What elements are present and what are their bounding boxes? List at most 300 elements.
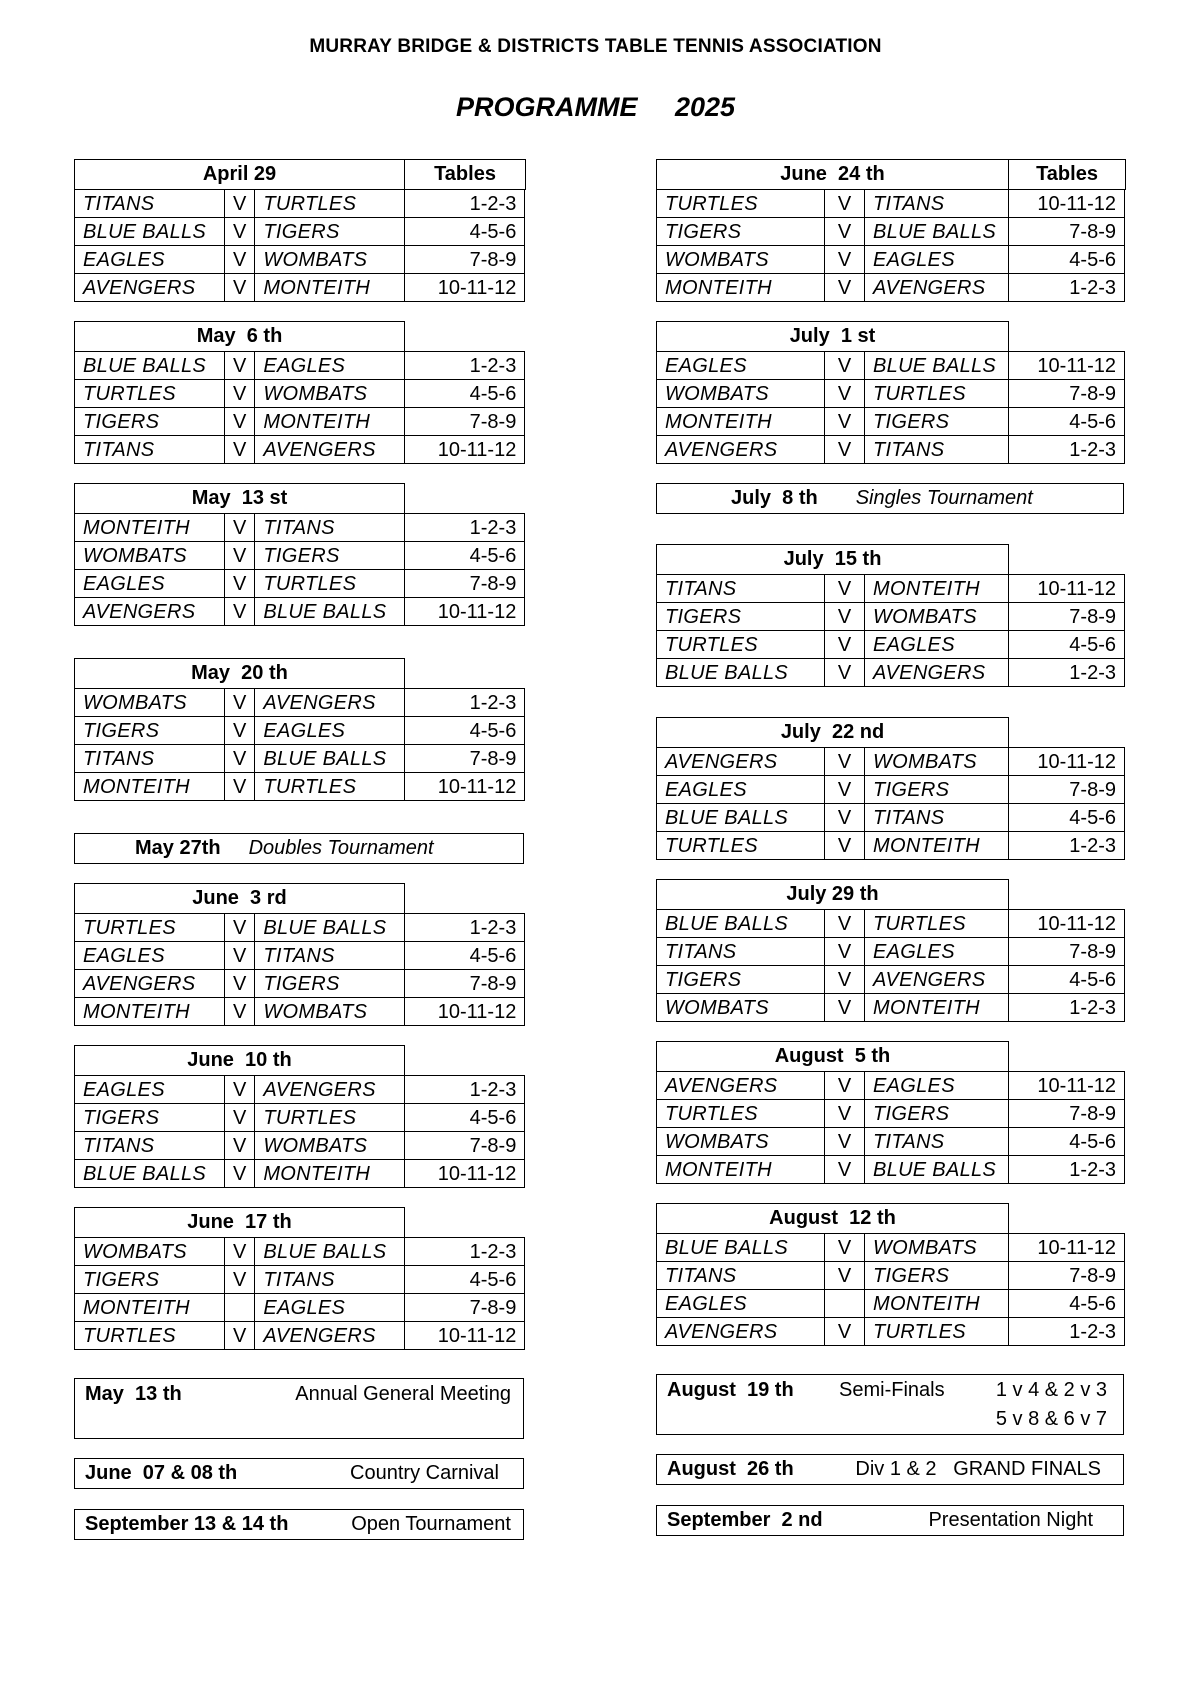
home-team: BLUE BALLS — [75, 352, 225, 380]
table-row — [657, 1100, 1125, 1128]
table-numbers: 7-8-9 — [405, 745, 525, 773]
home-team: TIGERS — [657, 966, 825, 994]
event-date: May 27th — [135, 837, 221, 859]
versus-mark: V — [225, 998, 255, 1026]
table-row — [75, 745, 525, 773]
table-row — [75, 542, 525, 570]
away-team: EAGLES — [865, 1072, 1009, 1100]
versus-mark: V — [225, 246, 255, 274]
home-team: TURTLES — [657, 190, 825, 218]
left-column — [74, 159, 526, 1540]
away-team: TIGERS — [865, 408, 1009, 436]
versus-mark: V — [825, 1262, 865, 1290]
home-team: TITANS — [75, 745, 225, 773]
versus-mark: V — [825, 776, 865, 804]
home-team: AVENGERS — [75, 970, 225, 998]
table-row — [657, 575, 1125, 603]
round-block — [74, 1045, 526, 1188]
fixtures-table — [74, 351, 525, 464]
home-team: BLUE BALLS — [75, 1160, 225, 1188]
home-team: TURTLES — [75, 914, 225, 942]
round-header — [656, 717, 1126, 747]
round-block — [74, 1207, 526, 1350]
versus-mark: V — [825, 1128, 865, 1156]
table-numbers: 7-8-9 — [1009, 380, 1125, 408]
away-team: TIGERS — [865, 1100, 1009, 1128]
table-numbers: 1-2-3 — [1009, 832, 1125, 860]
table-numbers: 4-5-6 — [1009, 1290, 1125, 1318]
away-team: TIGERS — [865, 1262, 1009, 1290]
home-team: TIGERS — [75, 408, 225, 436]
table-row — [75, 514, 525, 542]
round-date: June 24 th — [656, 159, 1009, 190]
fixtures-table — [74, 189, 525, 302]
away-team: TURTLES — [255, 773, 405, 801]
home-team: AVENGERS — [75, 274, 225, 302]
versus-mark: V — [825, 575, 865, 603]
table-numbers: 1-2-3 — [1009, 436, 1125, 464]
away-team: TITANS — [255, 514, 405, 542]
table-numbers: 10-11-12 — [405, 773, 525, 801]
round-header — [74, 483, 526, 513]
semi-finals-line-1: 1 v 4 & 2 v 3 — [995, 1379, 1107, 1401]
round-date: July 1 st — [656, 321, 1009, 352]
table-row — [75, 689, 525, 717]
table-row — [75, 436, 525, 464]
round-header — [74, 658, 526, 688]
away-team: MONTEITH — [865, 994, 1009, 1022]
table-row — [657, 994, 1125, 1022]
table-row — [657, 966, 1125, 994]
away-team: BLUE BALLS — [865, 218, 1009, 246]
home-team: WOMBATS — [75, 689, 225, 717]
table-row — [75, 408, 525, 436]
versus-mark: V — [825, 1318, 865, 1346]
singles-tournament-event — [656, 483, 1124, 514]
away-team: BLUE BALLS — [255, 745, 405, 773]
table-row — [657, 352, 1125, 380]
table-numbers: 10-11-12 — [405, 998, 525, 1026]
table-numbers: 4-5-6 — [1009, 408, 1125, 436]
versus-mark: V — [825, 832, 865, 860]
table-numbers: 10-11-12 — [1009, 1072, 1125, 1100]
home-team: EAGLES — [657, 352, 825, 380]
table-numbers: 1-2-3 — [405, 914, 525, 942]
round-header — [656, 1041, 1126, 1071]
table-numbers: 4-5-6 — [405, 1266, 525, 1294]
versus-mark: V — [825, 246, 865, 274]
association-title: MURRAY BRIDGE & DISTRICTS TABLE TENNIS ASSOCIATION — [309, 36, 882, 57]
away-team: MONTEITH — [255, 1160, 405, 1188]
table-numbers: 1-2-3 — [1009, 994, 1125, 1022]
away-team: AVENGERS — [255, 1322, 405, 1350]
versus-mark: V — [225, 352, 255, 380]
table-row — [657, 380, 1125, 408]
event-date: June 07 & 08 th — [85, 1462, 238, 1484]
home-team: TURTLES — [657, 631, 825, 659]
home-team: BLUE BALLS — [657, 910, 825, 938]
away-team: BLUE BALLS — [865, 1156, 1009, 1184]
round-block — [74, 159, 526, 302]
versus-mark: V — [825, 218, 865, 246]
versus-mark: V — [225, 274, 255, 302]
versus-mark: V — [225, 1076, 255, 1104]
away-team: AVENGERS — [865, 274, 1009, 302]
away-team: TURTLES — [255, 190, 405, 218]
table-numbers: 10-11-12 — [405, 436, 525, 464]
away-team: TITANS — [865, 190, 1009, 218]
versus-mark: V — [225, 514, 255, 542]
table-numbers: 1-2-3 — [405, 352, 525, 380]
home-team: EAGLES — [657, 776, 825, 804]
table-numbers: 7-8-9 — [405, 246, 525, 274]
table-numbers: 7-8-9 — [1009, 1262, 1125, 1290]
table-row — [657, 1234, 1125, 1262]
away-team: WOMBATS — [255, 1132, 405, 1160]
home-team: MONTEITH — [657, 1156, 825, 1184]
home-team: BLUE BALLS — [657, 1234, 825, 1262]
round-date: July 22 nd — [656, 717, 1009, 748]
away-team: EAGLES — [865, 631, 1009, 659]
table-row — [657, 1318, 1125, 1346]
home-team: TITANS — [657, 575, 825, 603]
table-row — [657, 748, 1125, 776]
versus-mark: V — [825, 408, 865, 436]
home-team: TIGERS — [657, 603, 825, 631]
versus-mark: V — [225, 689, 255, 717]
home-team: TURTLES — [75, 380, 225, 408]
right-column — [656, 159, 1126, 1536]
table-row — [657, 218, 1125, 246]
table-numbers: 4-5-6 — [405, 380, 525, 408]
round-date: August 12 th — [656, 1203, 1009, 1234]
round-header — [74, 1207, 526, 1237]
table-numbers: 4-5-6 — [405, 942, 525, 970]
table-row — [75, 1238, 525, 1266]
table-row — [75, 380, 525, 408]
versus-mark: V — [225, 745, 255, 773]
table-numbers: 1-2-3 — [1009, 274, 1125, 302]
doubles-tournament-event — [74, 833, 524, 864]
table-numbers: 7-8-9 — [1009, 776, 1125, 804]
away-team: EAGLES — [865, 246, 1009, 274]
table-numbers: 10-11-12 — [1009, 748, 1125, 776]
away-team: WOMBATS — [255, 246, 405, 274]
home-team: EAGLES — [75, 1076, 225, 1104]
home-team: WOMBATS — [75, 1238, 225, 1266]
versus-mark: V — [225, 970, 255, 998]
event-date: August 26 th — [667, 1458, 794, 1480]
table-numbers: 7-8-9 — [405, 1132, 525, 1160]
event-name: Open Tournament — [351, 1513, 511, 1535]
home-team: TITANS — [657, 1262, 825, 1290]
away-team: AVENGERS — [255, 689, 405, 717]
fixtures-table — [656, 747, 1125, 860]
versus-mark: V — [825, 436, 865, 464]
away-team: AVENGERS — [255, 436, 405, 464]
fixtures-table — [74, 913, 525, 1026]
table-row — [657, 1072, 1125, 1100]
table-numbers: 1-2-3 — [405, 1076, 525, 1104]
table-numbers: 1-2-3 — [405, 190, 525, 218]
away-team: TURTLES — [255, 570, 405, 598]
semi-finals-notice — [656, 1374, 1124, 1435]
round-header — [656, 544, 1126, 574]
country-carnival-event — [74, 1458, 524, 1489]
versus-mark: V — [225, 408, 255, 436]
table-row — [75, 717, 525, 745]
versus-mark: V — [225, 436, 255, 464]
table-numbers: 4-5-6 — [405, 717, 525, 745]
round-date: July 15 th — [656, 544, 1009, 575]
home-team: WOMBATS — [657, 994, 825, 1022]
table-row — [75, 773, 525, 801]
table-row — [657, 1156, 1125, 1184]
versus-mark: V — [825, 380, 865, 408]
home-team: EAGLES — [657, 1290, 825, 1318]
table-numbers: 7-8-9 — [1009, 218, 1125, 246]
table-row — [657, 910, 1125, 938]
fixtures-table — [74, 513, 525, 626]
table-row — [75, 998, 525, 1026]
agm-notice — [74, 1378, 524, 1439]
event-name: Div 1 & 2 GRAND FINALS — [855, 1458, 1101, 1480]
versus-mark — [825, 1290, 865, 1318]
event-name: Presentation Night — [928, 1509, 1093, 1531]
away-team: TIGERS — [255, 542, 405, 570]
home-team: MONTEITH — [75, 514, 225, 542]
table-numbers: 10-11-12 — [405, 598, 525, 626]
away-team: TURTLES — [865, 910, 1009, 938]
home-team: TITANS — [75, 1132, 225, 1160]
table-row — [657, 408, 1125, 436]
table-numbers: 7-8-9 — [1009, 938, 1125, 966]
home-team: AVENGERS — [657, 1318, 825, 1346]
table-numbers: 4-5-6 — [1009, 631, 1125, 659]
table-row — [75, 1160, 525, 1188]
event-name: Doubles Tournament — [248, 837, 434, 859]
home-team: TITANS — [657, 938, 825, 966]
grand-finals-event — [656, 1454, 1124, 1485]
fixtures-table — [656, 189, 1125, 302]
table-numbers: 7-8-9 — [405, 408, 525, 436]
table-numbers: 4-5-6 — [1009, 1128, 1125, 1156]
away-team: WOMBATS — [255, 998, 405, 1026]
round-date: May 13 st — [74, 483, 405, 514]
event-name: Singles Tournament — [855, 487, 1033, 509]
versus-mark: V — [825, 603, 865, 631]
table-numbers: 10-11-12 — [405, 1322, 525, 1350]
round-block — [656, 879, 1126, 1022]
table-numbers: 4-5-6 — [405, 542, 525, 570]
table-row — [75, 1104, 525, 1132]
table-row — [75, 352, 525, 380]
table-row — [657, 603, 1125, 631]
table-row — [75, 246, 525, 274]
fixtures-table — [656, 574, 1125, 687]
away-team: MONTEITH — [865, 832, 1009, 860]
table-numbers: 10-11-12 — [1009, 190, 1125, 218]
notice-date: August 19 th — [667, 1379, 794, 1401]
table-row — [657, 776, 1125, 804]
table-row — [75, 1266, 525, 1294]
round-date: June 3 rd — [74, 883, 405, 914]
versus-mark: V — [225, 542, 255, 570]
event-date: September 2 nd — [667, 1509, 823, 1531]
round-header — [74, 1045, 526, 1075]
away-team: TURTLES — [255, 1104, 405, 1132]
table-row — [75, 274, 525, 302]
table-row — [75, 970, 525, 998]
versus-mark: V — [825, 352, 865, 380]
table-row — [657, 1262, 1125, 1290]
home-team: AVENGERS — [657, 748, 825, 776]
table-numbers: 4-5-6 — [1009, 966, 1125, 994]
versus-mark: V — [825, 994, 865, 1022]
round-header — [74, 321, 526, 351]
table-numbers: 4-5-6 — [1009, 246, 1125, 274]
table-numbers: 1-2-3 — [405, 514, 525, 542]
table-row — [657, 804, 1125, 832]
versus-mark: V — [225, 190, 255, 218]
round-block — [656, 1203, 1126, 1346]
fixtures-table — [656, 351, 1125, 464]
fixtures-table — [74, 1075, 525, 1188]
table-numbers: 4-5-6 — [405, 1104, 525, 1132]
away-team: TITANS — [865, 436, 1009, 464]
away-team: AVENGERS — [865, 659, 1009, 687]
away-team: AVENGERS — [255, 1076, 405, 1104]
round-block — [74, 658, 526, 801]
round-block — [74, 883, 526, 1026]
table-numbers: 4-5-6 — [1009, 804, 1125, 832]
versus-mark: V — [225, 942, 255, 970]
table-numbers: 10-11-12 — [1009, 910, 1125, 938]
versus-mark: V — [225, 1238, 255, 1266]
home-team: EAGLES — [75, 570, 225, 598]
home-team: WOMBATS — [657, 380, 825, 408]
table-row — [75, 598, 525, 626]
away-team: BLUE BALLS — [255, 1238, 405, 1266]
home-team: WOMBATS — [657, 1128, 825, 1156]
table-numbers: 7-8-9 — [1009, 1100, 1125, 1128]
table-row — [75, 914, 525, 942]
round-block — [74, 483, 526, 626]
versus-mark: V — [225, 1160, 255, 1188]
home-team: MONTEITH — [657, 274, 825, 302]
round-date: May 6 th — [74, 321, 405, 352]
versus-mark: V — [225, 914, 255, 942]
round-block — [656, 321, 1126, 464]
table-numbers: 7-8-9 — [405, 970, 525, 998]
versus-mark: V — [825, 1072, 865, 1100]
away-team: AVENGERS — [865, 966, 1009, 994]
home-team: TITANS — [75, 436, 225, 464]
away-team: EAGLES — [865, 938, 1009, 966]
versus-mark: V — [225, 598, 255, 626]
home-team: TURTLES — [657, 832, 825, 860]
versus-mark: V — [825, 631, 865, 659]
table-numbers: 7-8-9 — [1009, 603, 1125, 631]
away-team: BLUE BALLS — [255, 598, 405, 626]
round-header — [656, 321, 1126, 351]
table-row — [657, 938, 1125, 966]
round-header — [656, 1203, 1126, 1233]
home-team: TURTLES — [657, 1100, 825, 1128]
fixtures-table — [656, 1071, 1125, 1184]
round-header — [656, 159, 1126, 189]
table-numbers: 10-11-12 — [1009, 575, 1125, 603]
home-team: AVENGERS — [75, 598, 225, 626]
table-numbers: 1-2-3 — [1009, 1318, 1125, 1346]
home-team: MONTEITH — [657, 408, 825, 436]
table-row — [657, 631, 1125, 659]
table-row — [75, 1076, 525, 1104]
round-date: July 29 th — [656, 879, 1009, 910]
away-team: TITANS — [865, 804, 1009, 832]
table-numbers: 10-11-12 — [405, 1160, 525, 1188]
away-team: TITANS — [255, 942, 405, 970]
table-row — [75, 942, 525, 970]
semi-finals-line-2: 5 v 8 & 6 v 7 — [995, 1408, 1107, 1430]
open-tournament-event — [74, 1509, 524, 1540]
away-team: WOMBATS — [865, 1234, 1009, 1262]
round-date: June 10 th — [74, 1045, 405, 1076]
table-row — [657, 246, 1125, 274]
event-name: Country Carnival — [350, 1462, 499, 1484]
table-numbers: 7-8-9 — [405, 1294, 525, 1322]
notice-event: Semi-Finals — [839, 1379, 945, 1401]
table-row — [657, 659, 1125, 687]
away-team: TURTLES — [865, 1318, 1009, 1346]
table-row — [75, 218, 525, 246]
home-team: EAGLES — [75, 246, 225, 274]
home-team: BLUE BALLS — [657, 804, 825, 832]
home-team: BLUE BALLS — [657, 659, 825, 687]
round-header — [656, 879, 1126, 909]
table-numbers: 7-8-9 — [405, 570, 525, 598]
versus-mark: V — [825, 748, 865, 776]
home-team: TITANS — [75, 190, 225, 218]
versus-mark: V — [225, 773, 255, 801]
table-row — [657, 832, 1125, 860]
table-row — [75, 190, 525, 218]
fixtures-table — [74, 1237, 525, 1350]
home-team: WOMBATS — [657, 246, 825, 274]
home-team: AVENGERS — [657, 1072, 825, 1100]
versus-mark: V — [225, 717, 255, 745]
versus-mark: V — [825, 804, 865, 832]
home-team: TIGERS — [657, 218, 825, 246]
versus-mark: V — [825, 1156, 865, 1184]
away-team: TIGERS — [255, 970, 405, 998]
fixtures-table — [74, 688, 525, 801]
round-block — [656, 717, 1126, 860]
home-team: TIGERS — [75, 1104, 225, 1132]
versus-mark: V — [825, 1234, 865, 1262]
versus-mark: V — [825, 910, 865, 938]
away-team: EAGLES — [255, 717, 405, 745]
away-team: MONTEITH — [255, 274, 405, 302]
table-numbers: 1-2-3 — [405, 1238, 525, 1266]
home-team: EAGLES — [75, 942, 225, 970]
round-header — [74, 883, 526, 913]
round-date: June 17 th — [74, 1207, 405, 1238]
table-row — [657, 436, 1125, 464]
round-date: April 29 — [74, 159, 405, 190]
round-block — [656, 1041, 1126, 1184]
away-team: WOMBATS — [255, 380, 405, 408]
